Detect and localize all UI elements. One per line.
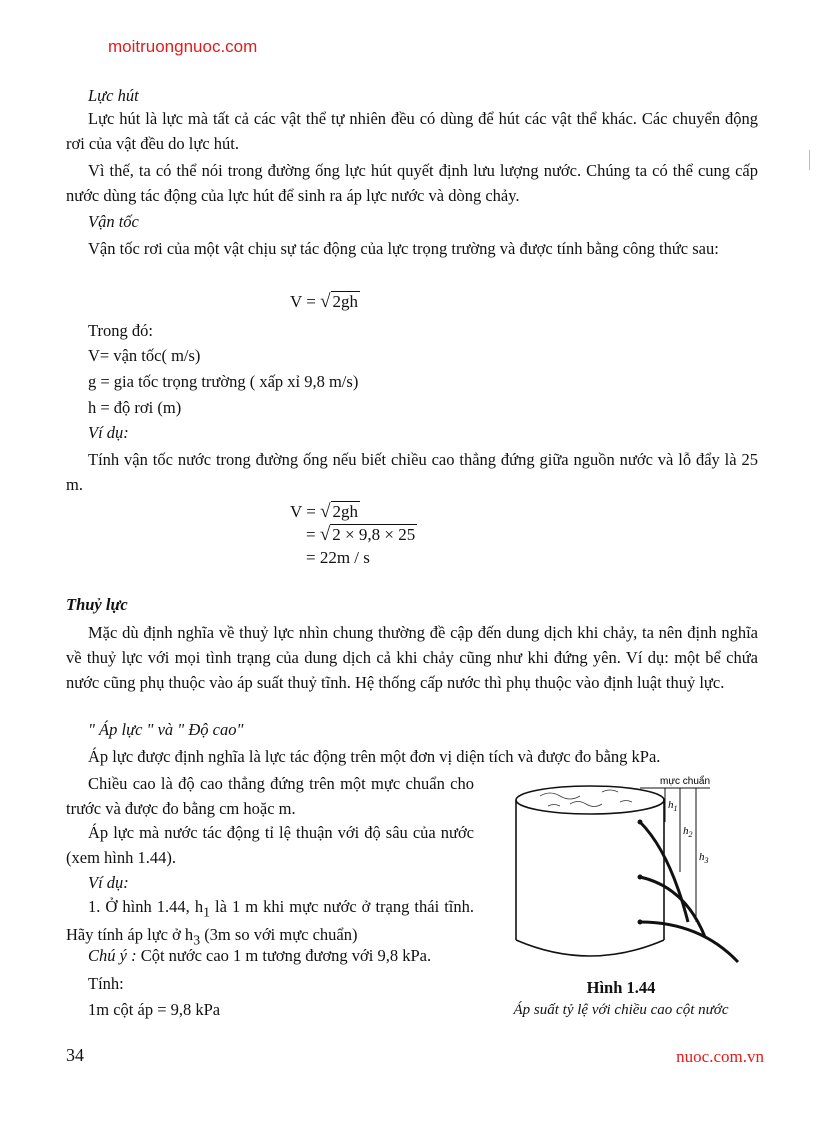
watermark-footer[interactable]: nuoc.com.vn [676,1047,764,1066]
calc-line-3: = 22m / s [306,548,370,567]
example-2-suffix: (3m so với mực chuẩn) [200,924,358,944]
figure-1-44 [500,772,750,972]
where-label: Trong đó: [88,321,153,340]
h3-label [699,851,709,865]
scan-artifact [809,150,810,170]
tank-top-ellipse [516,786,664,814]
definition-h: h = độ rơi (m) [88,398,182,417]
example-label-1: Ví dụ: [88,423,129,442]
velocity-formula [290,288,360,317]
h2-sub: 2 [688,830,693,839]
example-2-sub-3: 3 [193,932,201,948]
section-title-luc-hut: Lực hút [88,86,139,105]
sqrt-symbol: √ [320,291,331,312]
figure-caption-title: Hình 1.44 [586,978,656,997]
example-2-sub-1: 1 [203,904,210,920]
calc-2-lhs: = [306,525,320,544]
jet-3 [640,922,738,962]
example-label-2: Ví dụ: [88,873,129,892]
calc-label: Tính: [88,974,124,993]
example-text-2 [66,895,474,951]
watermark-header[interactable]: moitruongnuoc.com [108,37,258,56]
definition-v: V= vận tốc( m/s) [88,346,201,365]
calc-line-pressure: 1m cột áp = 9,8 kPa [88,1000,221,1019]
paragraph-ap-luc-do-sau: Áp lực mà nước tác động tỉ lệ thuận với độ sâu của nước (xem hình 1.44). [66,823,474,867]
formula-radicand: 2gh [332,292,358,311]
note-text: Cột nước cao 1 m tương đương với 9,8 kPa. [136,946,432,965]
example-2-mid: là 1 m khi mực nước ở trạng thái tĩnh. Hãy tính áp lực ở h [66,897,474,944]
note [88,944,431,969]
note-label: Chú ý : [88,946,137,965]
paragraph-chieu-cao: Chiều cao là độ cao thẳng đứng trên một mực chuẩn cho trước và được đo bằng cm hoặc m. [66,774,474,818]
example-2-prefix: 1. Ở hình 1.44, h [88,897,204,916]
page-number: 34 [66,1045,84,1065]
figure-caption-text: Áp suất tỷ lệ với chiều cao cột nước [513,1002,729,1018]
h2-label [683,825,693,839]
section-title-thuy-luc: Thuỷ lực [66,595,128,614]
sqrt-symbol: √ [319,524,331,545]
h1-label [668,799,678,813]
sqrt-symbol: √ [320,501,331,522]
subtitle-ap-luc-do-cao: " Áp lực " và " Độ cao" [88,720,244,739]
paragraph-luc-hut-1: Lực hút là lực mà tất cả các vật thể tự nhiên đều có dùng để hút các vật thể khác. Các chuyển động rơi của vật đều do lực hút. [66,109,758,153]
example-text-1: Tính vận tốc nước trong đường ống nếu biết chiều cao thẳng đứng giữa nguồn nước và lỗ đẩy là 25 m. [66,450,758,494]
calc-1-lhs: V = [290,502,321,521]
h3-sub: 3 [704,856,709,865]
paragraph-thuy-luc-1: Mặc dù định nghĩa về thuỷ lực nhìn chung thường đề cập đến dung dịch khi chảy, ta nên định nghĩa về thuỷ lực với mọi tình trạng của dung dịch cả khi chảy cũng như khi đứng yên. Ví dụ: một bể chứa nước cũng phụ thuộc vào áp suất thuỷ tĩnh. Hệ thống cấp nước thì phụ thuộc vào định luật thuỷ lực. [66,623,758,692]
formula-lhs: V = [290,292,321,311]
paragraph-luc-hut-2: Vì thế, ta có thể nói trong đường ống lực hút quyết định lưu lượng nước. Chúng ta có thể cung cấp nước dùng tác động của lực hút để sinh ra áp lực nước và dòng chảy. [66,161,758,205]
h1-sub: 1 [673,804,678,813]
calc-2-radicand: 2 × 9,8 × 25 [332,525,416,544]
paragraph-ap-luc-definition: Áp lực được định nghĩa là lực tác động trên một đơn vị diện tích và được đo bằng kPa. [88,747,661,766]
tank-bottom-curve [516,940,664,956]
h2-letter: h [683,825,689,837]
paragraph-van-toc: Vận tốc rơi của một vật chịu sự tác động của lực trọng trường và được tính bằng công thức sau: [88,239,719,258]
definition-g: g = gia tốc trọng trường ( xấp xỉ 9,8 m/s) [88,372,359,391]
water-surface-ripples [540,790,632,807]
jet-2 [640,877,705,937]
calc-1-radicand: 2gh [332,502,358,521]
datum-label: mực chuẩn [660,776,711,787]
h3-letter: h [699,851,705,863]
h1-letter: h [668,799,674,811]
section-title-van-toc: Vận tốc [88,212,139,231]
